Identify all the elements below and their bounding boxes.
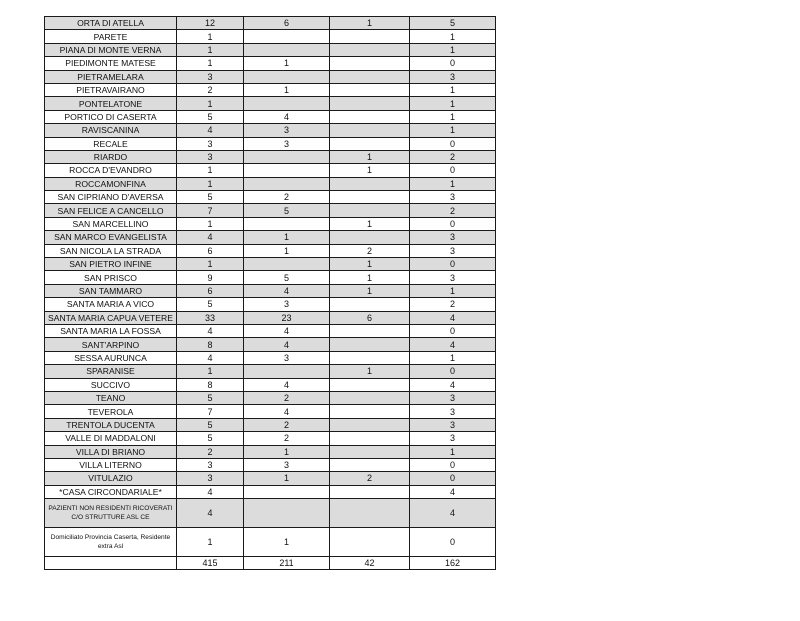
- table-row: [45, 231, 496, 244]
- municipality-cell: SANTA MARIA LA FOSSA: [45, 324, 177, 337]
- table-row: [45, 324, 496, 337]
- table-row: [45, 83, 496, 96]
- recovered-cell: 2: [244, 418, 330, 431]
- table-row: [45, 284, 496, 297]
- positive-cell: 1: [410, 445, 496, 458]
- table-row: [45, 338, 496, 351]
- deceased-cell: [330, 324, 410, 337]
- total-cases-cell: 1: [177, 43, 244, 56]
- deceased-cell: 1: [330, 150, 410, 163]
- municipality-cell: PIETRAMELARA: [45, 70, 177, 83]
- municipality-cell: TRENTOLA DUCENTA: [45, 418, 177, 431]
- municipality-cell: PORTICO DI CASERTA: [45, 110, 177, 123]
- deceased-cell: [330, 405, 410, 418]
- table-row: [45, 150, 496, 163]
- total-cases-cell: 1: [177, 97, 244, 110]
- recovered-cell: [244, 97, 330, 110]
- deceased-cell: [330, 338, 410, 351]
- deceased-cell: [330, 70, 410, 83]
- municipality-cell: SAN PIETRO INFINE: [45, 258, 177, 271]
- recovered-cell: 211: [244, 557, 330, 570]
- municipality-cell: SAN CIPRIANO D'AVERSA: [45, 191, 177, 204]
- table-row: [45, 57, 496, 70]
- recovered-cell: 1: [244, 445, 330, 458]
- table-row: [45, 365, 496, 378]
- table-row: [45, 528, 496, 557]
- deceased-cell: 1: [330, 365, 410, 378]
- positive-cell: 1: [410, 351, 496, 364]
- positive-cell: 2: [410, 150, 496, 163]
- municipality-cell: PONTELATONE: [45, 97, 177, 110]
- table-row: [45, 458, 496, 471]
- deceased-cell: 42: [330, 557, 410, 570]
- total-cases-cell: 5: [177, 191, 244, 204]
- table-row: [45, 445, 496, 458]
- positive-cell: 3: [410, 70, 496, 83]
- table-row: [45, 405, 496, 418]
- table-row: [45, 298, 496, 311]
- total-cases-cell: 4: [177, 485, 244, 498]
- table-row: [45, 97, 496, 110]
- municipality-cell: VITULAZIO: [45, 472, 177, 485]
- table-row: [45, 391, 496, 404]
- table-row: [45, 177, 496, 190]
- positive-cell: 3: [410, 391, 496, 404]
- table-row: [45, 124, 496, 137]
- positive-cell: 0: [410, 365, 496, 378]
- recovered-cell: 4: [244, 378, 330, 391]
- deceased-cell: [330, 418, 410, 431]
- municipality-cell: ROCCA D'EVANDRO: [45, 164, 177, 177]
- total-cases-cell: 2: [177, 445, 244, 458]
- municipality-cell: RAVISCANINA: [45, 124, 177, 137]
- positive-cell: 5: [410, 17, 496, 30]
- recovered-cell: 4: [244, 338, 330, 351]
- table-row: [45, 70, 496, 83]
- municipality-cell: SANT'ARPINO: [45, 338, 177, 351]
- total-cases-cell: 1: [177, 177, 244, 190]
- total-cases-cell: 8: [177, 338, 244, 351]
- recovered-cell: 4: [244, 110, 330, 123]
- deceased-cell: [330, 57, 410, 70]
- table-row: [45, 311, 496, 324]
- total-cases-cell: 1: [177, 258, 244, 271]
- positive-cell: 1: [410, 43, 496, 56]
- recovered-cell: 6: [244, 17, 330, 30]
- municipality-cell: SAN FELICE A CANCELLO: [45, 204, 177, 217]
- positive-cell: 1: [410, 97, 496, 110]
- deceased-cell: [330, 231, 410, 244]
- positive-cell: 4: [410, 378, 496, 391]
- deceased-cell: 1: [330, 284, 410, 297]
- recovered-cell: 1: [244, 244, 330, 257]
- table-row: [45, 110, 496, 123]
- municipality-cell: SAN NICOLA LA STRADA: [45, 244, 177, 257]
- positive-cell: 3: [410, 405, 496, 418]
- deceased-cell: [330, 191, 410, 204]
- total-cases-cell: 5: [177, 298, 244, 311]
- total-cases-cell: 1: [177, 217, 244, 230]
- total-cases-cell: 415: [177, 557, 244, 570]
- positive-cell: 162: [410, 557, 496, 570]
- total-cases-cell: 33: [177, 311, 244, 324]
- total-cases-cell: 1: [177, 528, 244, 557]
- total-cases-cell: 4: [177, 124, 244, 137]
- municipality-cell: VILLA DI BRIANO: [45, 445, 177, 458]
- table-row: [45, 217, 496, 230]
- recovered-cell: 5: [244, 204, 330, 217]
- recovered-cell: 1: [244, 231, 330, 244]
- recovered-cell: [244, 499, 330, 528]
- deceased-cell: [330, 83, 410, 96]
- positive-cell: 3: [410, 191, 496, 204]
- positive-cell: 4: [410, 338, 496, 351]
- total-cases-cell: 9: [177, 271, 244, 284]
- positive-cell: 1: [410, 177, 496, 190]
- total-cases-cell: 3: [177, 137, 244, 150]
- municipality-cell: VILLA LITERNO: [45, 458, 177, 471]
- municipality-cell: ORTA DI ATELLA: [45, 17, 177, 30]
- deceased-cell: [330, 391, 410, 404]
- recovered-cell: 4: [244, 405, 330, 418]
- municipality-cell: SANTA MARIA A VICO: [45, 298, 177, 311]
- positive-cell: 1: [410, 284, 496, 297]
- table-row: [45, 244, 496, 257]
- total-cases-cell: 4: [177, 499, 244, 528]
- positive-cell: 0: [410, 472, 496, 485]
- total-cases-cell: 3: [177, 472, 244, 485]
- municipality-cell: TEANO: [45, 391, 177, 404]
- municipality-cell: VALLE DI MADDALONI: [45, 432, 177, 445]
- totals-row: [45, 557, 496, 570]
- positive-cell: 4: [410, 311, 496, 324]
- positive-cell: 4: [410, 499, 496, 528]
- positive-cell: 4: [410, 485, 496, 498]
- recovered-cell: [244, 164, 330, 177]
- positive-cell: 0: [410, 137, 496, 150]
- positive-cell: 3: [410, 244, 496, 257]
- total-cases-cell: 4: [177, 351, 244, 364]
- total-cases-cell: 5: [177, 391, 244, 404]
- deceased-cell: 2: [330, 244, 410, 257]
- total-cases-cell: 2: [177, 83, 244, 96]
- total-cases-cell: 12: [177, 17, 244, 30]
- table-row: [45, 499, 496, 528]
- deceased-cell: [330, 43, 410, 56]
- deceased-cell: 1: [330, 271, 410, 284]
- recovered-cell: 1: [244, 57, 330, 70]
- positive-cell: 0: [410, 57, 496, 70]
- table-row: [45, 43, 496, 56]
- deceased-cell: [330, 177, 410, 190]
- municipality-cell: PIETRAVAIRANO: [45, 83, 177, 96]
- municipality-cell: SAN MARCELLINO: [45, 217, 177, 230]
- deceased-cell: [330, 485, 410, 498]
- table-row: [45, 17, 496, 30]
- deceased-cell: [330, 351, 410, 364]
- recovered-cell: [244, 177, 330, 190]
- positive-cell: 3: [410, 231, 496, 244]
- deceased-cell: [330, 124, 410, 137]
- recovered-cell: [244, 30, 330, 43]
- total-cases-cell: 3: [177, 150, 244, 163]
- positive-cell: 0: [410, 258, 496, 271]
- deceased-cell: [330, 110, 410, 123]
- recovered-cell: 23: [244, 311, 330, 324]
- municipality-cell: SPARANISE: [45, 365, 177, 378]
- table-row: [45, 191, 496, 204]
- municipality-cell: RIARDO: [45, 150, 177, 163]
- total-cases-cell: 4: [177, 231, 244, 244]
- recovered-cell: [244, 43, 330, 56]
- municipality-cell: PARETE: [45, 30, 177, 43]
- total-cases-cell: 8: [177, 378, 244, 391]
- recovered-cell: [244, 70, 330, 83]
- municipality-cell: SUCCIVO: [45, 378, 177, 391]
- total-cases-cell: 5: [177, 110, 244, 123]
- municipality-cell: SAN PRISCO: [45, 271, 177, 284]
- recovered-cell: [244, 485, 330, 498]
- recovered-cell: 1: [244, 472, 330, 485]
- deceased-cell: [330, 97, 410, 110]
- municipality-cell: PIANA DI MONTE VERNA: [45, 43, 177, 56]
- deceased-cell: [330, 30, 410, 43]
- municipality-cell: [45, 557, 177, 570]
- positive-cell: 3: [410, 418, 496, 431]
- table-row: [45, 418, 496, 431]
- table-row: [45, 485, 496, 498]
- total-cases-cell: 3: [177, 70, 244, 83]
- recovered-cell: 4: [244, 284, 330, 297]
- municipality-cell: *CASA CIRCONDARIALE*: [45, 485, 177, 498]
- positive-cell: 1: [410, 110, 496, 123]
- total-cases-cell: 6: [177, 284, 244, 297]
- deceased-cell: [330, 458, 410, 471]
- deceased-cell: 1: [330, 164, 410, 177]
- table-row: [45, 164, 496, 177]
- recovered-cell: 3: [244, 124, 330, 137]
- deceased-cell: 2: [330, 472, 410, 485]
- recovered-cell: 3: [244, 137, 330, 150]
- positive-cell: 1: [410, 83, 496, 96]
- recovered-cell: 2: [244, 391, 330, 404]
- deceased-cell: [330, 499, 410, 528]
- positive-cell: 3: [410, 432, 496, 445]
- recovered-cell: 4: [244, 324, 330, 337]
- recovered-cell: [244, 217, 330, 230]
- deceased-cell: [330, 298, 410, 311]
- recovered-cell: 5: [244, 271, 330, 284]
- table-row: [45, 472, 496, 485]
- table-row: [45, 351, 496, 364]
- table-row: [45, 30, 496, 43]
- recovered-cell: 2: [244, 191, 330, 204]
- positive-cell: 2: [410, 298, 496, 311]
- deceased-cell: [330, 528, 410, 557]
- table-row: [45, 378, 496, 391]
- positive-cell: 0: [410, 528, 496, 557]
- municipality-cell: SAN TAMMARO: [45, 284, 177, 297]
- recovered-cell: 3: [244, 298, 330, 311]
- deceased-cell: [330, 445, 410, 458]
- table-row: [45, 137, 496, 150]
- municipality-cell: ROCCAMONFINA: [45, 177, 177, 190]
- total-cases-cell: 1: [177, 30, 244, 43]
- total-cases-cell: 1: [177, 365, 244, 378]
- positive-cell: 0: [410, 217, 496, 230]
- recovered-cell: [244, 150, 330, 163]
- positive-cell: 0: [410, 458, 496, 471]
- recovered-cell: 2: [244, 432, 330, 445]
- deceased-cell: [330, 137, 410, 150]
- table-body: [45, 17, 496, 570]
- recovered-cell: [244, 258, 330, 271]
- municipality-cell: SANTA MARIA CAPUA VETERE: [45, 311, 177, 324]
- total-cases-cell: 6: [177, 244, 244, 257]
- deceased-cell: 1: [330, 217, 410, 230]
- positive-cell: 2: [410, 204, 496, 217]
- recovered-cell: 3: [244, 351, 330, 364]
- total-cases-cell: 5: [177, 418, 244, 431]
- total-cases-cell: 1: [177, 164, 244, 177]
- total-cases-cell: 4: [177, 324, 244, 337]
- deceased-cell: [330, 432, 410, 445]
- deceased-cell: 6: [330, 311, 410, 324]
- deceased-cell: 1: [330, 17, 410, 30]
- municipality-cell: Domiciliato Provincia Caserta, Residente extra Asl: [45, 528, 177, 557]
- recovered-cell: 1: [244, 528, 330, 557]
- positive-cell: 1: [410, 124, 496, 137]
- municipality-cell: RECALE: [45, 137, 177, 150]
- municipality-cell: TEVEROLA: [45, 405, 177, 418]
- total-cases-cell: 5: [177, 432, 244, 445]
- positive-cell: 1: [410, 30, 496, 43]
- deceased-cell: 1: [330, 258, 410, 271]
- deceased-cell: [330, 204, 410, 217]
- positive-cell: 0: [410, 324, 496, 337]
- positive-cell: 3: [410, 271, 496, 284]
- recovered-cell: 3: [244, 458, 330, 471]
- recovered-cell: 1: [244, 83, 330, 96]
- municipality-cell: PIEDIMONTE MATESE: [45, 57, 177, 70]
- municipality-cell: SESSA AURUNCA: [45, 351, 177, 364]
- table-row: [45, 432, 496, 445]
- total-cases-cell: 1: [177, 57, 244, 70]
- municipality-cell: PAZIENTI NON RESIDENTI RICOVERATI C/O STRUTTURE ASL CE: [45, 499, 177, 528]
- municipality-cell: SAN MARCO EVANGELISTA: [45, 231, 177, 244]
- total-cases-cell: 7: [177, 405, 244, 418]
- covid-cases-table: [44, 16, 496, 570]
- total-cases-cell: 3: [177, 458, 244, 471]
- table-row: [45, 204, 496, 217]
- deceased-cell: [330, 378, 410, 391]
- table-row: [45, 271, 496, 284]
- recovered-cell: [244, 365, 330, 378]
- total-cases-cell: 7: [177, 204, 244, 217]
- table-row: [45, 258, 496, 271]
- positive-cell: 0: [410, 164, 496, 177]
